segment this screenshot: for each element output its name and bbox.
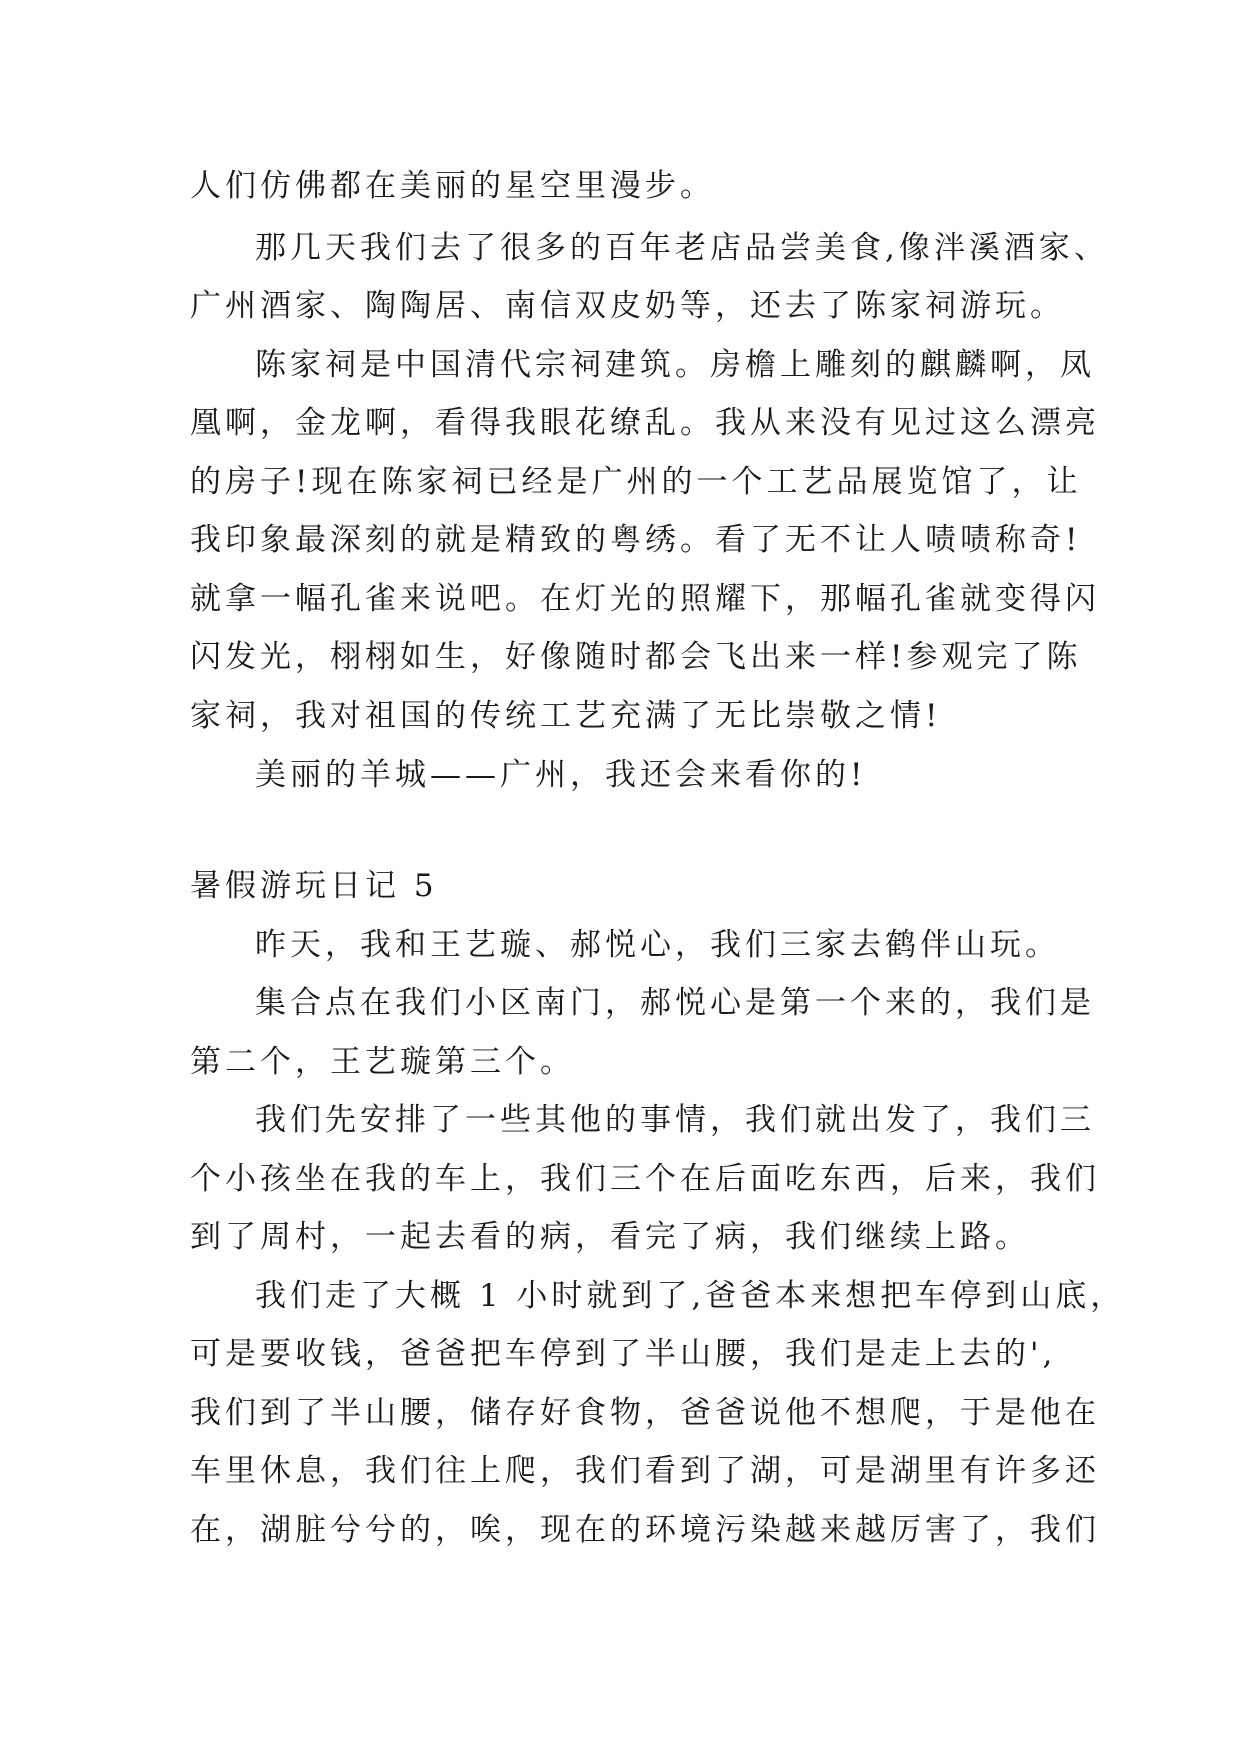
paragraph-line: 家祠，我对祖国的传统工艺充满了无比崇敬之情! xyxy=(190,698,942,734)
paragraph-line: 广州酒家、陶陶居、南信双皮奶等，还去了陈家祠游玩。 xyxy=(190,288,1065,324)
paragraph-line: 那几天我们去了很多的百年老店品尝美食,像泮溪酒家、 xyxy=(255,230,1109,266)
paragraph-line: 我们走了大概 1 小时就到了,爸爸本来想把车停到山底， xyxy=(255,1278,1126,1314)
paragraph-line: 在，湖脏兮兮的，唉，现在的环境污染越来越厉害了，我们 xyxy=(190,1512,1100,1548)
paragraph-line: 凰啊，金龙啊，看得我眼花缭乱。我从来没有见过这么漂亮 xyxy=(190,405,1100,441)
section-title: 暑假游玩日记 5 xyxy=(190,868,438,904)
paragraph-line: 到了周村，一起去看的病，看完了病，我们继续上路。 xyxy=(190,1219,1030,1255)
paragraph-line: 我们先安排了一些其他的事情，我们就出发了，我们三 xyxy=(255,1102,1095,1138)
paragraph-line: 闪发光，栩栩如生，好像随时都会飞出来一样!参观完了陈 xyxy=(190,639,1082,675)
paragraph-line: 美丽的羊城——广州，我还会来看你的! xyxy=(255,757,867,793)
paragraph-line: 陈家祠是中国清代宗祠建筑。房檐上雕刻的麒麟啊，凤 xyxy=(255,347,1095,383)
paragraph-line: 车里休息，我们往上爬，我们看到了湖，可是湖里有许多还 xyxy=(190,1453,1100,1489)
paragraph-line: 个小孩坐在我的车上，我们三个在后面吃东西，后来，我们 xyxy=(190,1161,1100,1197)
paragraph-line: 可是要收钱，爸爸把车停到了半山腰，我们是走上去的', xyxy=(190,1336,1057,1372)
paragraph-line: 我印象最深刻的就是精致的粤绣。看了无不让人啧啧称奇! xyxy=(190,522,1082,558)
paragraph-line: 第二个，王艺璇第三个。 xyxy=(190,1044,575,1080)
paragraph-line: 昨天，我和王艺璇、郝悦心，我们三家去鹤伴山玩。 xyxy=(255,927,1060,963)
paragraph-line: 就拿一幅孔雀来说吧。在灯光的照耀下，那幅孔雀就变得闪 xyxy=(190,581,1100,617)
paragraph-line: 人们仿佛都在美丽的星空里漫步。 xyxy=(190,168,715,204)
paragraph-line: 我们到了半山腰，储存好食物，爸爸说他不想爬，于是他在 xyxy=(190,1395,1100,1431)
paragraph-line: 的房子!现在陈家祠已经是广州的一个工艺品展览馆了，让 xyxy=(190,464,1082,500)
paragraph-line: 集合点在我们小区南门，郝悦心是第一个来的，我们是 xyxy=(255,985,1095,1021)
